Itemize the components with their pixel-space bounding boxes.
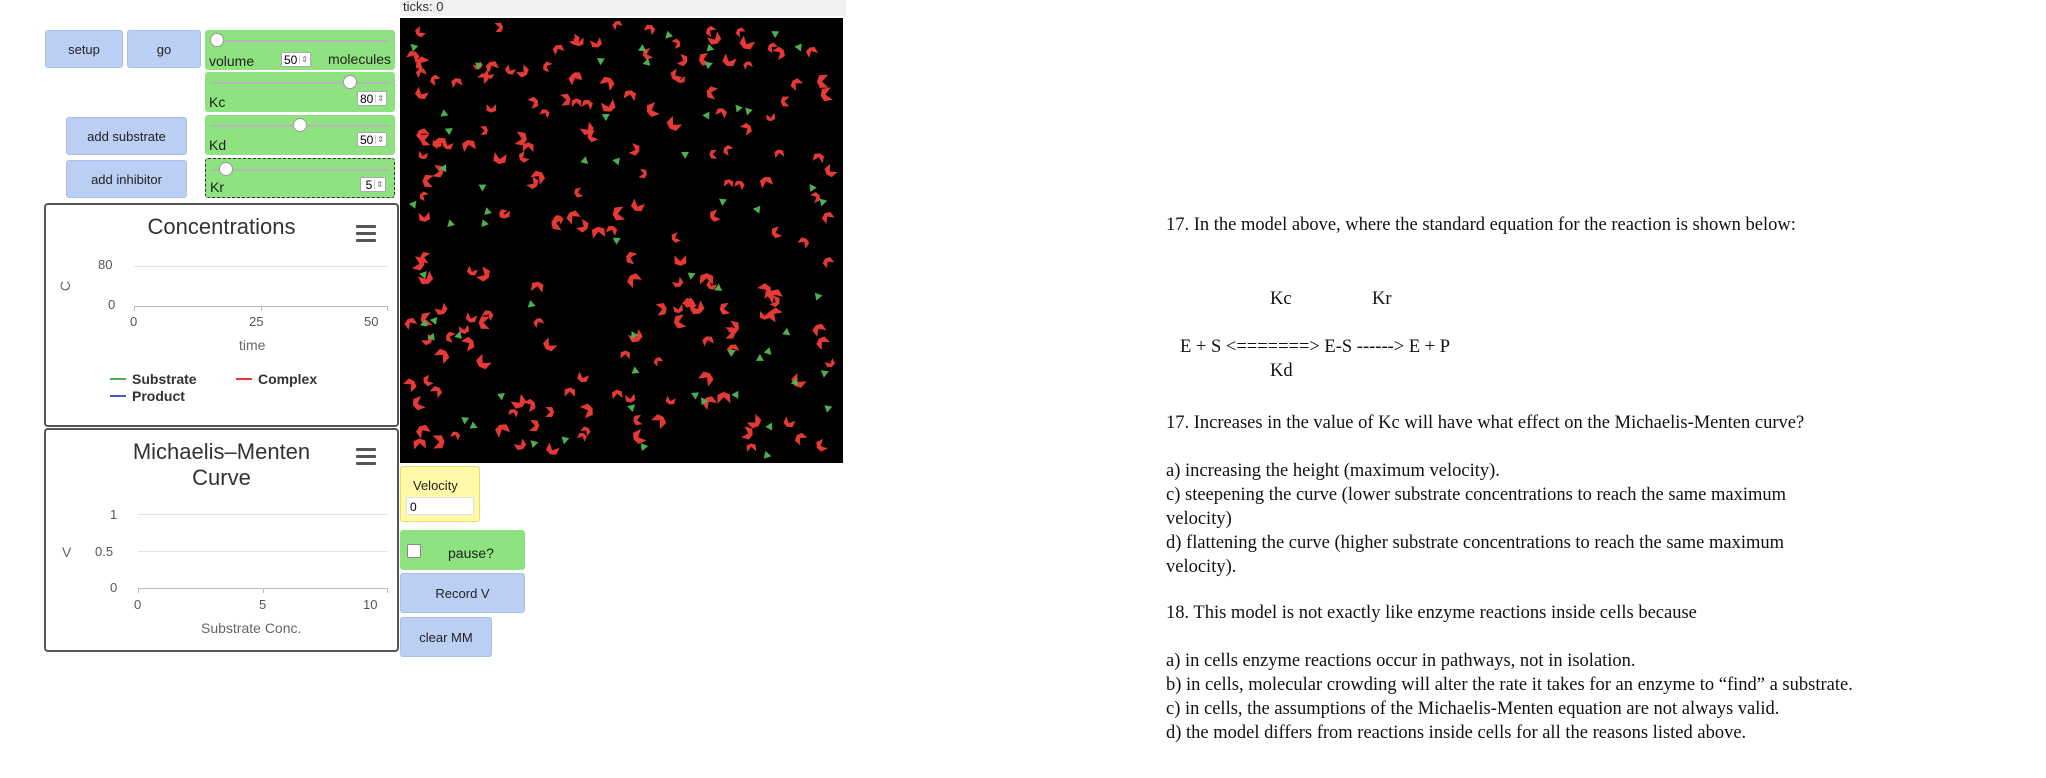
y-tick: 0 bbox=[110, 580, 118, 595]
substrate-molecule bbox=[727, 350, 735, 358]
enzyme-molecule bbox=[817, 75, 829, 88]
y-tick: 0 bbox=[108, 297, 116, 312]
enzyme-molecule bbox=[625, 251, 637, 264]
q18-question: 18. This model is not exactly like enzyme reactions inside cells because bbox=[1166, 603, 1697, 623]
substrate-molecule bbox=[794, 43, 804, 53]
enzyme-molecule bbox=[419, 212, 431, 223]
add-substrate-button[interactable]: add substrate bbox=[66, 117, 187, 155]
substrate-molecule bbox=[445, 125, 455, 136]
enzyme-molecule bbox=[552, 43, 565, 55]
x-axis-label: time bbox=[239, 337, 266, 353]
substrate-molecule bbox=[560, 437, 569, 446]
enzyme-molecule bbox=[577, 432, 588, 442]
substrate-molecule bbox=[461, 414, 471, 424]
enzyme-molecule bbox=[715, 107, 728, 119]
substrate-molecule bbox=[756, 354, 766, 364]
enzyme-molecule bbox=[651, 412, 668, 429]
enzyme-molecule bbox=[805, 45, 818, 58]
enzyme-molecule bbox=[705, 86, 718, 100]
y-axis-label: V bbox=[62, 544, 72, 560]
enzyme-molecule bbox=[415, 423, 431, 439]
q17-option-c-cont: velocity) bbox=[1166, 509, 1232, 529]
enzyme-molecule bbox=[738, 35, 755, 51]
gridline bbox=[138, 514, 388, 515]
substrate-molecule bbox=[732, 102, 743, 112]
enzyme-molecule bbox=[478, 316, 489, 329]
substrate-molecule bbox=[610, 234, 620, 244]
substrate-molecule bbox=[497, 390, 507, 401]
legend-item-complex[interactable]: Complex bbox=[236, 371, 317, 387]
enzyme-molecule bbox=[639, 169, 648, 179]
substrate-molecule bbox=[641, 58, 650, 68]
enzyme-molecule bbox=[746, 443, 756, 452]
enzyme-molecule bbox=[722, 144, 734, 156]
substrate-molecule bbox=[595, 55, 605, 66]
gridline bbox=[138, 551, 388, 552]
spinner-icon: ⇕ bbox=[377, 94, 384, 103]
x-tick-mark bbox=[263, 588, 264, 593]
enzyme-molecule bbox=[665, 396, 676, 406]
slider-track bbox=[211, 169, 389, 171]
enzyme-molecule bbox=[670, 232, 681, 244]
kc-slider[interactable] bbox=[205, 72, 395, 112]
enzyme-molecule bbox=[526, 176, 540, 190]
enzyme-molecule bbox=[633, 415, 643, 426]
substrate-molecule bbox=[763, 347, 772, 356]
enzyme-molecule bbox=[504, 64, 516, 76]
enzyme-molecule bbox=[702, 335, 714, 347]
enzyme-molecule bbox=[606, 224, 618, 236]
substrate-molecule bbox=[663, 30, 673, 39]
substrate-molecule bbox=[824, 403, 833, 413]
enzyme-molecule bbox=[422, 375, 434, 387]
substrate-molecule bbox=[752, 205, 760, 214]
x-tick: 25 bbox=[249, 314, 264, 329]
legend-swatch bbox=[236, 378, 252, 380]
enzyme-molecule bbox=[673, 314, 687, 329]
enzyme-molecule bbox=[465, 312, 477, 324]
q17-option-d-cont: velocity). bbox=[1166, 557, 1237, 577]
question-document bbox=[1166, 213, 2026, 745]
enzyme-molecule bbox=[813, 152, 825, 163]
enzyme-molecule bbox=[671, 38, 682, 49]
slider-unit: molecules bbox=[327, 51, 391, 67]
enzyme-molecule bbox=[644, 23, 657, 35]
legend-item-substrate[interactable]: Substrate bbox=[110, 371, 197, 387]
y-axis-label: C bbox=[57, 280, 74, 292]
michaelis-menten-plot bbox=[44, 428, 399, 652]
enzyme-molecule bbox=[628, 329, 644, 345]
plot-title-line2: Curve bbox=[192, 465, 251, 490]
enzyme-molecule bbox=[508, 408, 518, 418]
enzyme-molecule bbox=[434, 303, 448, 317]
enzyme-molecule bbox=[783, 417, 796, 429]
slider-knob[interactable] bbox=[293, 118, 307, 132]
enzyme-molecule bbox=[480, 126, 488, 135]
enzyme-molecule bbox=[487, 104, 497, 113]
enzyme-molecule bbox=[740, 122, 754, 136]
slider-track bbox=[210, 82, 390, 84]
q17-question: 17. Increases in the value of Kc will have what effect on the Michaelis-Menten curve? bbox=[1166, 413, 1805, 433]
substrate-molecule bbox=[815, 292, 823, 301]
substrate-molecule bbox=[531, 438, 540, 448]
enzyme-molecule bbox=[820, 87, 833, 101]
enzyme-molecule bbox=[656, 303, 668, 316]
substrate-molecule bbox=[806, 182, 817, 192]
pause-switch[interactable] bbox=[400, 530, 525, 570]
slider-knob[interactable] bbox=[219, 162, 233, 176]
enzyme-molecule bbox=[576, 219, 590, 234]
substrate-molecule bbox=[408, 41, 419, 52]
enzyme-molecule bbox=[434, 347, 451, 364]
enzyme-molecule bbox=[429, 74, 441, 86]
slider-track bbox=[210, 40, 390, 42]
enzyme-molecule bbox=[719, 303, 730, 315]
enzyme-molecule bbox=[815, 335, 830, 350]
substrate-molecule bbox=[765, 423, 775, 433]
enzyme-molecule bbox=[601, 99, 616, 114]
pause-checkbox[interactable] bbox=[407, 544, 421, 558]
enzyme-molecule bbox=[494, 422, 510, 438]
x-tick-mark bbox=[387, 588, 388, 593]
substrate-molecule bbox=[743, 108, 753, 117]
enzyme-molecule bbox=[625, 271, 642, 288]
substrate-molecule bbox=[761, 451, 772, 462]
enzyme-molecule bbox=[403, 316, 417, 330]
substrate-molecule bbox=[580, 155, 589, 164]
monitor-value: 0 bbox=[410, 500, 417, 514]
pause-label: pause? bbox=[448, 545, 494, 561]
enzyme-molecule bbox=[545, 407, 554, 417]
kd-slider[interactable] bbox=[205, 115, 395, 155]
substrate-molecule bbox=[612, 156, 620, 165]
slider-label: Kd bbox=[209, 137, 227, 153]
substrate-molecule bbox=[438, 109, 448, 120]
x-axis-label: Substrate Conc. bbox=[201, 620, 302, 636]
go-button[interactable]: go bbox=[127, 30, 201, 68]
enzyme-molecule bbox=[565, 209, 581, 225]
menu-icon[interactable] bbox=[356, 225, 376, 246]
enzyme-molecule bbox=[462, 139, 476, 153]
slider-value[interactable]: 50 ⇕ bbox=[357, 132, 387, 147]
plot-title-line1: Michaelis–Menten bbox=[132, 439, 311, 464]
spinner-icon: ⇕ bbox=[301, 55, 308, 64]
slider-value[interactable]: 50 ⇕ bbox=[281, 52, 311, 67]
enzyme-molecule bbox=[572, 98, 582, 107]
enzyme-molecule bbox=[413, 438, 426, 450]
substrate-molecule bbox=[691, 392, 700, 400]
enzyme-molecule bbox=[414, 87, 429, 102]
enzyme-molecule bbox=[433, 435, 445, 448]
enzyme-molecule bbox=[709, 150, 717, 159]
substrate-molecule bbox=[526, 299, 535, 307]
gridline bbox=[134, 266, 388, 267]
enzyme-molecule bbox=[529, 420, 540, 432]
slider-label: volume bbox=[209, 53, 255, 69]
y-tick: 1 bbox=[110, 507, 118, 522]
enzyme-molecule bbox=[590, 37, 603, 49]
enzyme-molecule bbox=[511, 394, 528, 411]
slider-value[interactable]: 5 ⇕ bbox=[360, 177, 386, 192]
legend-swatch bbox=[110, 395, 126, 397]
enzyme-molecule bbox=[717, 392, 730, 404]
enzyme-molecule bbox=[734, 179, 746, 190]
substrate-molecule bbox=[702, 111, 709, 119]
x-tick-mark bbox=[387, 306, 388, 311]
substrate-molecule bbox=[626, 402, 635, 412]
enzyme-molecule bbox=[494, 22, 503, 32]
substrate-molecule bbox=[638, 44, 647, 52]
eq-kd: Kd bbox=[1270, 361, 1293, 381]
enzyme-molecule bbox=[724, 179, 733, 188]
enzyme-molecule bbox=[625, 393, 636, 403]
enzyme-molecule bbox=[493, 152, 507, 165]
substrate-molecule bbox=[782, 328, 792, 339]
slider-label: Kr bbox=[210, 179, 224, 195]
enzyme-molecule bbox=[612, 389, 623, 399]
enzyme-molecule bbox=[672, 277, 685, 289]
add-inhibitor-button[interactable]: add inhibitor bbox=[66, 160, 187, 198]
substrate-molecule bbox=[482, 206, 492, 215]
enzyme-molecule bbox=[450, 430, 461, 440]
setup-button[interactable]: setup bbox=[45, 30, 123, 68]
substrate-molecule bbox=[719, 196, 729, 206]
q18-option-c: c) in cells, the assumptions of the Michaelis-Menten equation are not always valid. bbox=[1166, 699, 1780, 719]
substrate-molecule bbox=[446, 218, 455, 227]
enzyme-molecule bbox=[721, 54, 736, 69]
enzyme-molecule bbox=[741, 426, 754, 440]
enzyme-molecule bbox=[770, 226, 782, 239]
x-tick: 10 bbox=[363, 597, 378, 612]
enzyme-molecule bbox=[628, 143, 641, 156]
enzyme-molecule bbox=[445, 331, 456, 343]
enzyme-molecule bbox=[531, 281, 544, 293]
eq-kc: Kc bbox=[1270, 289, 1292, 309]
enzyme-molecule bbox=[611, 19, 622, 30]
enzyme-molecule bbox=[411, 396, 426, 411]
enzyme-molecule bbox=[581, 98, 593, 110]
enzyme-molecule bbox=[523, 398, 537, 412]
enzyme-molecule bbox=[560, 93, 571, 105]
monitor-value-box bbox=[406, 497, 474, 515]
enzyme-molecule bbox=[676, 75, 685, 84]
q17-option-c: c) steepening the curve (lower substrate concentrations to reach the same maximum bbox=[1166, 485, 1787, 505]
slider-label: Kc bbox=[209, 94, 226, 110]
substrate-molecule bbox=[631, 366, 640, 374]
enzyme-molecule bbox=[573, 187, 583, 197]
enzyme-molecule bbox=[517, 151, 529, 164]
enzyme-molecule bbox=[612, 207, 625, 221]
enzyme-molecule bbox=[623, 89, 636, 101]
substrate-molecule bbox=[818, 367, 828, 378]
enzyme-molecule bbox=[760, 311, 770, 320]
q18-option-d: d) the model differs from reactions inside cells for all the reasons listed above. bbox=[1166, 723, 1747, 743]
enzyme-molecule bbox=[576, 372, 589, 384]
enzyme-molecule bbox=[403, 377, 418, 392]
x-tick: 0 bbox=[134, 597, 142, 612]
substrate-molecule bbox=[470, 421, 480, 431]
enzyme-molecule bbox=[708, 209, 721, 222]
enzyme-molecule bbox=[790, 373, 807, 390]
enzyme-molecule bbox=[541, 337, 557, 353]
q18-option-b: b) in cells, molecular crowding will alter the rate it takes for an enzyme to “find” a substrate. bbox=[1166, 675, 1853, 695]
x-tick-mark bbox=[134, 306, 135, 311]
enzyme-molecule bbox=[810, 191, 822, 203]
spinner-icon: ⇕ bbox=[376, 180, 383, 189]
q17-intro: 17. In the model above, where the standard equation for the reaction is shown below: bbox=[1166, 215, 1796, 235]
legend-item-product[interactable]: Product bbox=[110, 388, 185, 404]
enzyme-molecule bbox=[673, 304, 684, 314]
enzyme-molecule bbox=[532, 317, 544, 329]
enzyme-molecule bbox=[414, 26, 426, 39]
enzyme-molecule bbox=[797, 236, 810, 249]
substrate-molecule bbox=[638, 443, 648, 452]
volume-slider[interactable] bbox=[205, 30, 395, 70]
enzyme-molecule bbox=[523, 142, 534, 152]
enzyme-molecule bbox=[700, 273, 713, 285]
kr-slider[interactable] bbox=[205, 158, 395, 198]
spinner-icon: ⇕ bbox=[377, 135, 384, 144]
enzyme-molecule bbox=[474, 354, 491, 371]
enzyme-molecule bbox=[652, 356, 663, 367]
substrate-molecule bbox=[688, 270, 698, 280]
enzyme-molecule bbox=[565, 387, 576, 397]
enzyme-molecule bbox=[591, 226, 605, 239]
x-tick: 50 bbox=[364, 314, 379, 329]
enzyme-molecule bbox=[781, 96, 790, 106]
enzyme-molecule bbox=[580, 403, 595, 419]
enzyme-molecule bbox=[545, 442, 560, 456]
enzyme-molecule bbox=[451, 77, 463, 88]
enzyme-molecule bbox=[825, 358, 836, 369]
substrate-molecule bbox=[479, 218, 489, 227]
enzyme-molecule bbox=[674, 255, 686, 266]
enzyme-molecule bbox=[789, 77, 803, 91]
enzyme-molecule bbox=[743, 60, 753, 70]
y-tick: 80 bbox=[98, 257, 113, 272]
enzyme-molecule bbox=[759, 175, 773, 188]
enzyme-molecule bbox=[815, 439, 828, 453]
enzyme-molecule bbox=[514, 438, 528, 451]
enzyme-molecule bbox=[766, 113, 776, 122]
substrate-molecule bbox=[771, 28, 781, 38]
substrate-molecule bbox=[600, 111, 610, 121]
enzyme-molecule bbox=[461, 335, 477, 351]
x-tick-mark bbox=[261, 306, 262, 311]
record-v-button[interactable]: Record V bbox=[400, 573, 525, 613]
enzyme-molecule bbox=[631, 429, 647, 445]
slider-knob[interactable] bbox=[343, 75, 357, 89]
enzyme-molecule bbox=[665, 116, 682, 133]
enzyme-molecule bbox=[580, 122, 595, 137]
enzyme-molecule bbox=[620, 350, 630, 359]
y-tick: 0.5 bbox=[95, 544, 114, 559]
enzyme-molecule bbox=[811, 322, 826, 337]
substrate-molecule bbox=[705, 59, 714, 69]
enzyme-molecule bbox=[599, 75, 616, 91]
x-tick: 5 bbox=[259, 597, 267, 612]
clear-mm-button[interactable]: clear MM bbox=[400, 617, 492, 657]
eq-main: E + S <=======> E-S ------> E + P bbox=[1180, 337, 1451, 357]
menu-icon[interactable] bbox=[356, 448, 376, 469]
q17-option-d: d) flattening the curve (higher substrate concentrations to reach the same maximum bbox=[1166, 533, 1784, 553]
enzyme-molecule bbox=[418, 151, 428, 160]
enzyme-molecule bbox=[704, 25, 716, 37]
enzyme-molecule bbox=[418, 191, 428, 202]
enzyme-molecule bbox=[793, 431, 807, 445]
concentrations-plot bbox=[44, 203, 399, 427]
enzyme-molecule bbox=[698, 370, 715, 387]
x-tick: 0 bbox=[130, 314, 138, 329]
enzyme-molecule bbox=[772, 45, 786, 60]
enzyme-molecule bbox=[516, 64, 530, 79]
ticks-label: ticks: 0 bbox=[400, 0, 846, 16]
legend-swatch bbox=[110, 378, 126, 380]
enzyme-molecule bbox=[530, 169, 546, 185]
slider-knob[interactable] bbox=[210, 33, 224, 47]
velocity-monitor bbox=[400, 466, 480, 522]
x-tick-mark bbox=[138, 588, 139, 593]
q18-option-a: a) in cells enzyme reactions occur in pathways, not in isolation. bbox=[1166, 651, 1636, 671]
substrate-molecule bbox=[731, 391, 738, 399]
q17-option-a: a) increasing the height (maximum velocity). bbox=[1166, 461, 1500, 481]
substrate-molecule bbox=[430, 317, 440, 326]
monitor-label: Velocity bbox=[413, 478, 458, 493]
substrate-molecule bbox=[679, 148, 689, 158]
enzyme-molecule bbox=[821, 210, 835, 224]
enzyme-molecule bbox=[540, 108, 551, 119]
enzyme-molecule bbox=[430, 384, 444, 398]
slider-value[interactable]: 80 ⇕ bbox=[357, 91, 387, 106]
enzyme-molecule bbox=[466, 266, 478, 278]
enzyme-molecule bbox=[823, 164, 838, 179]
enzyme-molecule bbox=[677, 54, 689, 67]
enzyme-molecule bbox=[542, 61, 553, 72]
enzyme-molecule bbox=[774, 149, 784, 158]
plot-title: Concentrations bbox=[147, 214, 296, 239]
substrate-molecule bbox=[409, 198, 420, 208]
enzyme-molecule bbox=[645, 102, 660, 118]
enzyme-molecule bbox=[422, 175, 433, 188]
enzyme-molecule bbox=[821, 256, 834, 269]
eq-kr: Kr bbox=[1372, 289, 1392, 309]
substrate-molecule bbox=[476, 181, 486, 191]
simulation-world[interactable] bbox=[400, 18, 843, 463]
enzyme-molecule bbox=[476, 266, 492, 283]
world-canvas bbox=[400, 18, 843, 463]
enzyme-molecule bbox=[527, 96, 540, 109]
enzyme-molecule bbox=[630, 199, 645, 214]
